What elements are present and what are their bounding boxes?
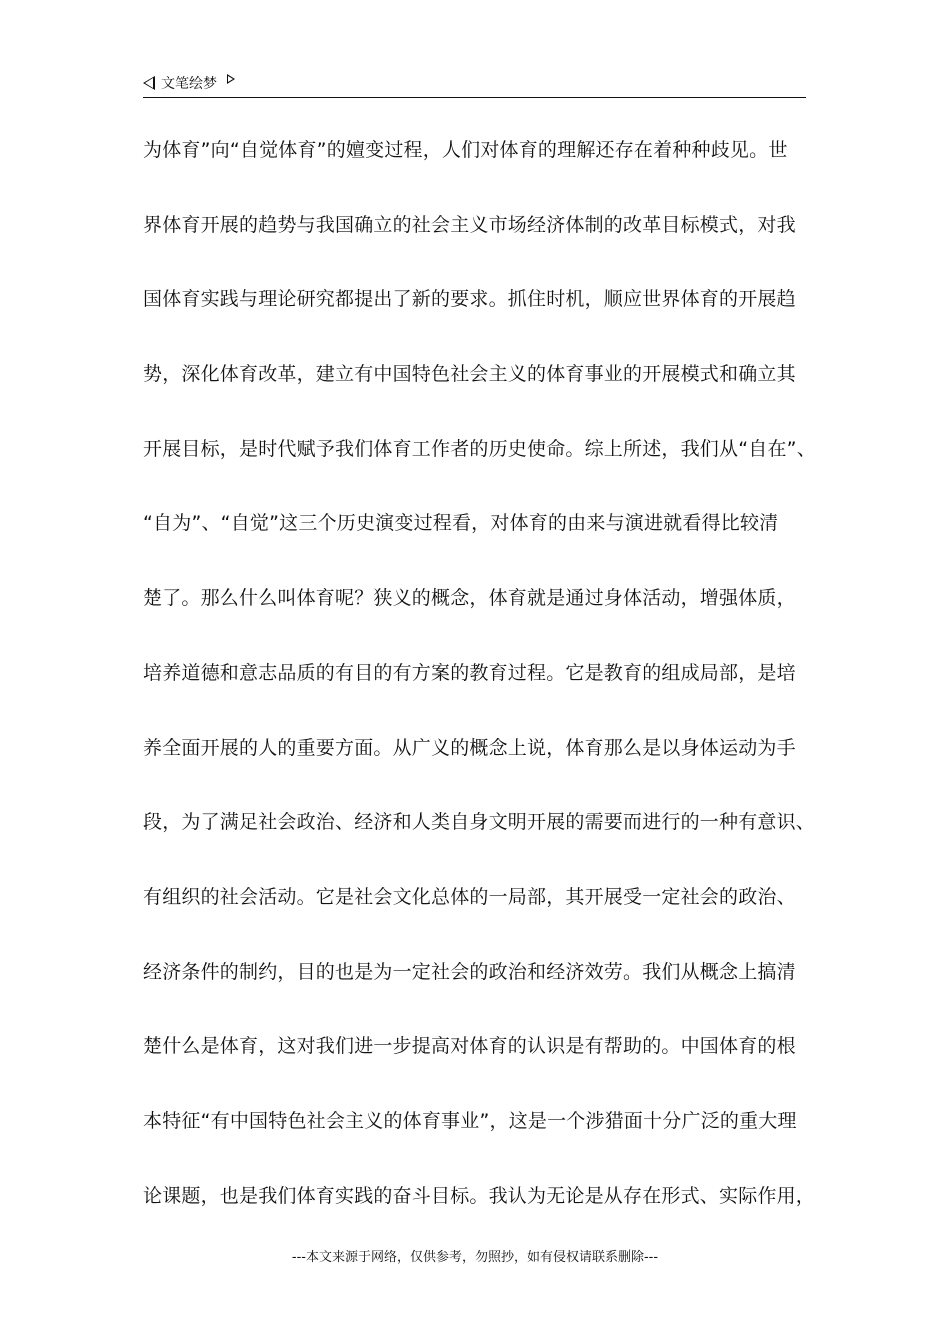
text-line: 国体育实践与理论研究都提出了新的要求。抓住时机，顺应世界体育的开展趋 <box>143 288 796 311</box>
text-line: 开展目标，是时代赋予我们体育工作者的历史使命。综上所述，我们从“自在”、 <box>143 437 816 460</box>
text-line: 楚了。那么什么叫体育呢？狭义的概念，体育就是通过身体活动，增强体质， <box>143 587 796 610</box>
text-line: 论课题，也是我们体育实践的奋斗目标。我认为无论是从存在形式、实际作用， <box>143 1184 816 1207</box>
text-line: 为体育”向“自觉体育”的嬗变过程，人们对体育的理解还存在着种种歧见。世 <box>143 139 788 161</box>
text-line: 楚什么是体育，这对我们进一步提高对体育的认识是有帮助的。中国体育的根 <box>143 1035 796 1058</box>
text-line: 势，深化体育改革，建立有中国特色社会主义的体育事业的开展模式和确立其 <box>143 363 796 386</box>
header-title: 文笔绘梦 <box>161 76 217 92</box>
text-line: 经济条件的制约，目的也是为一定社会的政治和经济效劳。我们从概念上搞清 <box>143 960 796 983</box>
triangle-right-icon <box>227 74 235 84</box>
text-line: 有组织的社会活动。它是社会文化总体的一局部，其开展受一定社会的政治、 <box>143 885 796 908</box>
text-line: 段，为了满足社会政治、经济和人类自身文明开展的需要而进行的一种有意识、 <box>143 811 816 834</box>
text-line: “自为”、“自觉”这三个历史演变过程看，对体育的由来与演进就看得比较清 <box>143 512 779 535</box>
text-line: 本特征“有中国特色社会主义的体育事业”，这是一个涉猎面十分广泛的重大理 <box>143 1109 797 1132</box>
document-body <box>143 128 823 1248</box>
text-line: 培养道德和意志品质的有目的有方案的教育过程。它是教育的组成局部，是培 <box>143 661 796 684</box>
page-header <box>143 72 806 94</box>
text-line: 界体育开展的趋势与我国确立的社会主义市场经济体制的改革目标模式，对我 <box>143 213 796 236</box>
triangle-left-icon <box>143 76 155 90</box>
footer-notice: ---本文来源于网络，仅供参考，勿照抄，如有侵权请联系删除--- <box>291 1250 659 1265</box>
header-divider <box>143 97 806 98</box>
text-line: 养全面开展的人的重要方面。从广义的概念上说，体育那么是以身体运动为手 <box>143 736 796 759</box>
